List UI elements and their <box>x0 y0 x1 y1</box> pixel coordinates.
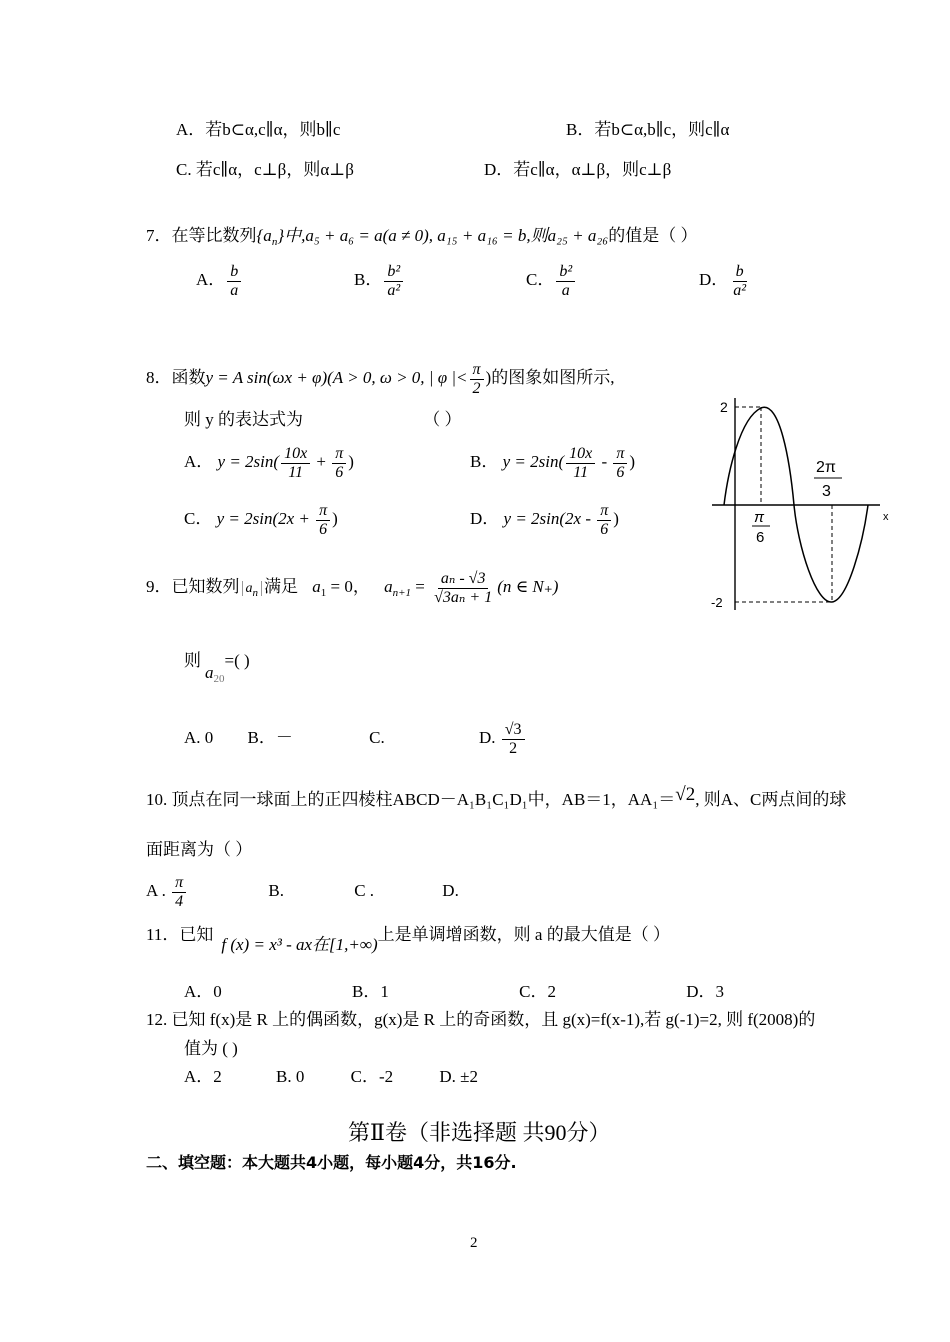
q10-line2: 面距离为（ ） <box>146 840 253 859</box>
q6-option-b: B．若b⊂α,b∥c，则c∥α <box>566 120 730 139</box>
q7-option-d: D． $\frac{b}{\text{a²}}$ <box>699 262 747 299</box>
q10-option-d: D. <box>442 881 459 900</box>
q9-option-b: B．－ <box>247 728 293 747</box>
q10-option-c: C . <box>354 881 375 900</box>
q7-tail: 的值是（ ） <box>608 226 698 245</box>
x-six-label: 6 <box>756 529 765 546</box>
q12-option-c: C．-2 <box>350 1067 394 1086</box>
q7-condition: }中,a₅ + a₆ = a(a ≠ 0), a₁₅ + a₁₆ = b,则a₂₅ + a₂₆ <box>277 226 609 245</box>
q10-option-a: A . $\frac{\pi}{4}$ <box>146 881 188 900</box>
q7-option-b: B． $\frac{\text{b²}}{\text{a²}}$ <box>354 258 405 302</box>
section-title: 第Ⅱ卷（非选择题 共90分） <box>348 1120 611 1145</box>
q7-stem <box>146 225 697 253</box>
q7-option-a: A． $\frac{b}{a}$ <box>196 258 243 302</box>
q7-option-c: C． $\frac{\text{b²}}{a}$ <box>526 258 577 302</box>
q10-line1: 10. 顶点在同一球面上的正四棱柱ABCD－A₁B₁C₁D₁中，AB＝1，AA₁＝√2, 则A、C两点间的球 <box>146 784 847 809</box>
q8-option-a: A． y = 2sin( $\frac{10x}{11}$ + $\frac{\pi}{6}$ ) <box>184 444 354 481</box>
q9-option-d: D. $\frac{√3}{2}$ <box>479 728 527 747</box>
q8-stem: 8．函数y = A sin(ωx + φ)(A > 0, ω > 0, | φ |< $\frac{\pi}{2}$ )的图象如图所示, <box>146 360 615 397</box>
q9-stem: 9．已知数列 $a_n$ 满足 $a_1 = 0$， $a_{n+1}$ = $\frac{\text{aₙ - √3}}{\text{√3aₙ + 1}}$ (n ∈ N₊) <box>146 569 559 606</box>
page-number: 2 <box>470 1235 478 1251</box>
q11-options <box>184 981 724 1003</box>
q10-options <box>146 869 459 913</box>
q11-option-c: C．2 <box>519 982 556 1001</box>
q9-line2: 则$a_{20}=$( ) <box>184 651 250 685</box>
section-subtitle: 二、填空题：本大题共4小题，每小题4分，共16分. <box>146 1153 517 1172</box>
y-min-label: -2 <box>711 595 723 610</box>
x-axis-label: x <box>883 511 889 523</box>
q7-seq-sub: n <box>271 236 278 248</box>
q8-option-c: C． y = 2sin(2x + $\frac{\pi}{6}$ ) <box>184 501 338 538</box>
q12-options <box>184 1066 478 1088</box>
x-2pi-label: 2π <box>816 459 836 476</box>
q8-option-d: D． y = 2sin(2x - $\frac{\pi}{6}$ ) <box>470 501 619 538</box>
q10-option-b: B. <box>268 881 284 900</box>
q11-option-b: B．1 <box>352 982 389 1001</box>
q11-stem: 11．已知f (x) = x³ - ax在[1,+∞)上是单调增函数，则 a 的最大值是（ ） <box>146 925 670 954</box>
q11-option-d: D．3 <box>686 982 724 1001</box>
x-pi-label: π <box>754 509 765 526</box>
q7-seq: {a <box>256 226 272 245</box>
q12-option-a: A．2 <box>184 1067 222 1086</box>
q8-option-b: B． y = 2sin( $\frac{10x}{11}$ - $\frac{\pi}{6}$ ) <box>470 444 636 481</box>
q8-line2: 则 y 的表达式为 （ ） <box>184 410 462 429</box>
sine-graph <box>708 392 898 614</box>
q6-option-d: D．若c∥α，α⊥β，则c⊥β <box>484 160 672 179</box>
q12-option-b: B. 0 <box>276 1067 305 1086</box>
q9-option-a: A. 0 <box>184 728 214 747</box>
q6-option-a: A．若b⊂α,c∥α，则b∥c <box>176 120 341 139</box>
q12-option-d: D. ±2 <box>439 1067 478 1086</box>
x-three-label: 3 <box>822 483 831 500</box>
y-max-label: 2 <box>720 399 728 415</box>
q12-line1: 12. 已知 f(x)是 R 上的偶函数，g(x)是 R 上的奇函数，且 g(x)=f(x-1),若 g(-1)=2, 则 f(2008)的 <box>146 1010 816 1029</box>
q12-line2: 值为 ( ) <box>184 1039 238 1058</box>
q7-number: 7．在等比数列 <box>146 226 257 245</box>
q9-options <box>184 715 527 761</box>
q6-option-c: C. 若c∥α，c⊥β，则α⊥β <box>176 160 354 179</box>
q11-option-a: A．0 <box>184 982 222 1001</box>
q9-option-c: C. <box>369 728 385 747</box>
